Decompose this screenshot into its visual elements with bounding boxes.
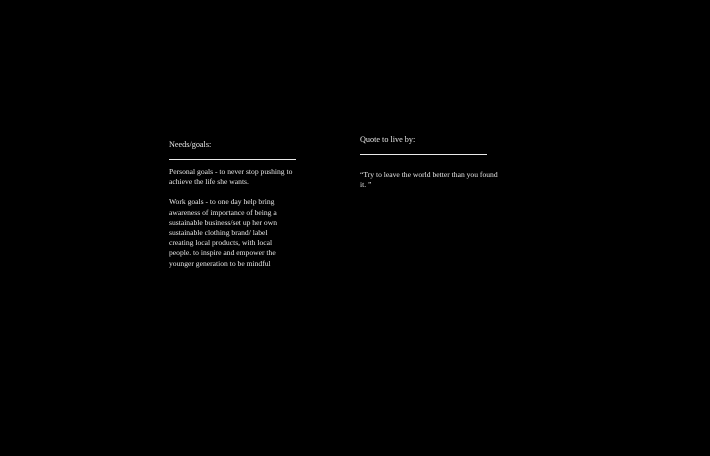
quote-text: “Try to leave the world better than you found it. ” (360, 170, 498, 190)
work-goals-text: Work goals - to one day help bring awareness of importance of being a sustainable business/set up her own sustainable clothing brand/ label creating local products, with local people. to inspire and empower the younger generation to be mindful (169, 197, 277, 268)
needs-goals-divider (169, 159, 296, 160)
needs-goals-section (169, 139, 301, 269)
quote-heading: Quote to live by: (360, 135, 416, 144)
quote-divider (360, 154, 487, 155)
quote-section (360, 134, 500, 190)
personal-goals-text: Personal goals - to never stop pushing to achieve the life she wants. (169, 167, 293, 187)
needs-goals-heading: Needs/goals: (169, 140, 212, 149)
